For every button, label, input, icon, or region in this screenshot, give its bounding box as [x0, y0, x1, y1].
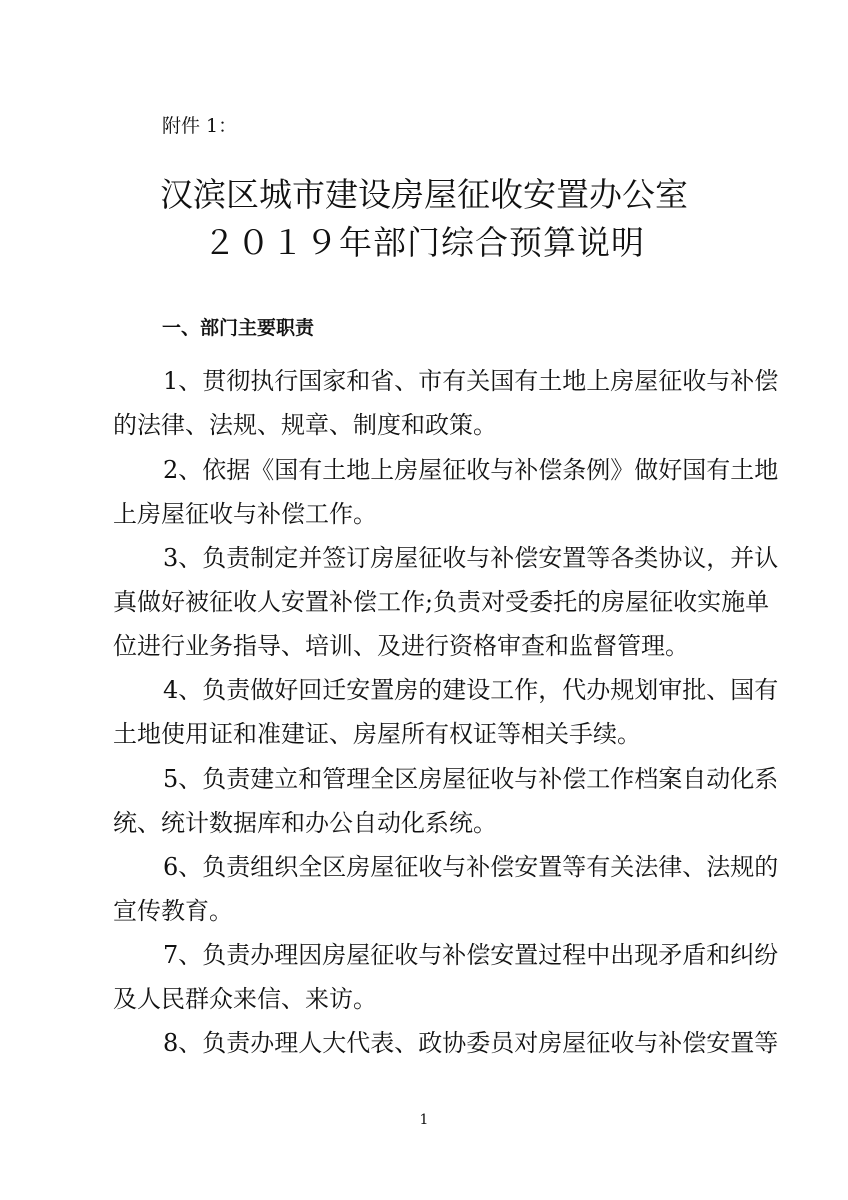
paragraph-2-line-1: 2、依据《国有土地上房屋征收与补偿条例》做好国有土地	[163, 456, 779, 484]
paragraph-8-line-1: 8、负责办理人大代表、政协委员对房屋征收与补偿安置等	[163, 1029, 779, 1057]
document-title-line-1: 汉滨区城市建设房屋征收安置办公室	[160, 175, 688, 214]
paragraph-5-line-2: 统、统计数据库和办公自动化系统。	[113, 809, 497, 837]
section-heading: 一、部门主要职责	[162, 317, 315, 339]
paragraph-6-line-2: 宣传教育。	[113, 897, 233, 925]
paragraph-7-line-1: 7、负责办理因房屋征收与补偿安置过程中出现矛盾和纠纷	[163, 941, 779, 969]
paragraph-1-line-2: 的法律、法规、规章、制度和政策。	[113, 411, 497, 439]
paragraph-2-line-2: 上房屋征收与补偿工作。	[113, 500, 377, 528]
paragraph-7-line-2: 及人民群众来信、来访。	[113, 985, 377, 1013]
paragraph-3-line-1: 3、负责制定并签订房屋征收与补偿安置等各类协议，并认	[163, 544, 779, 572]
paragraph-5-line-1: 5、负责建立和管理全区房屋征收与补偿工作档案自动化系	[163, 765, 779, 793]
paragraph-3-line-3: 位进行业务指导、培训、及进行资格审查和监督管理。	[113, 632, 689, 660]
paragraph-4-line-1: 4、负责做好回迁安置房的建设工作，代办规划审批、国有	[163, 676, 779, 704]
paragraph-6-line-1: 6、负责组织全区房屋征收与补偿安置等有关法律、法规的	[163, 853, 779, 881]
paragraph-3-line-2: 真做好被征收人安置补偿工作;负责对受委托的房屋征收实施单	[113, 588, 770, 616]
paragraph-1-line-1: 1、贯彻执行国家和省、市有关国有土地上房屋征收与补偿	[163, 367, 779, 395]
paragraph-4-line-2: 土地使用证和准建证、房屋所有权证等相关手续。	[113, 720, 641, 748]
attachment-label: 附件 1：	[162, 115, 238, 137]
document-title-line-2: ２０１９年部门综合预算说明	[203, 223, 645, 262]
page-number: 1	[419, 1112, 429, 1128]
